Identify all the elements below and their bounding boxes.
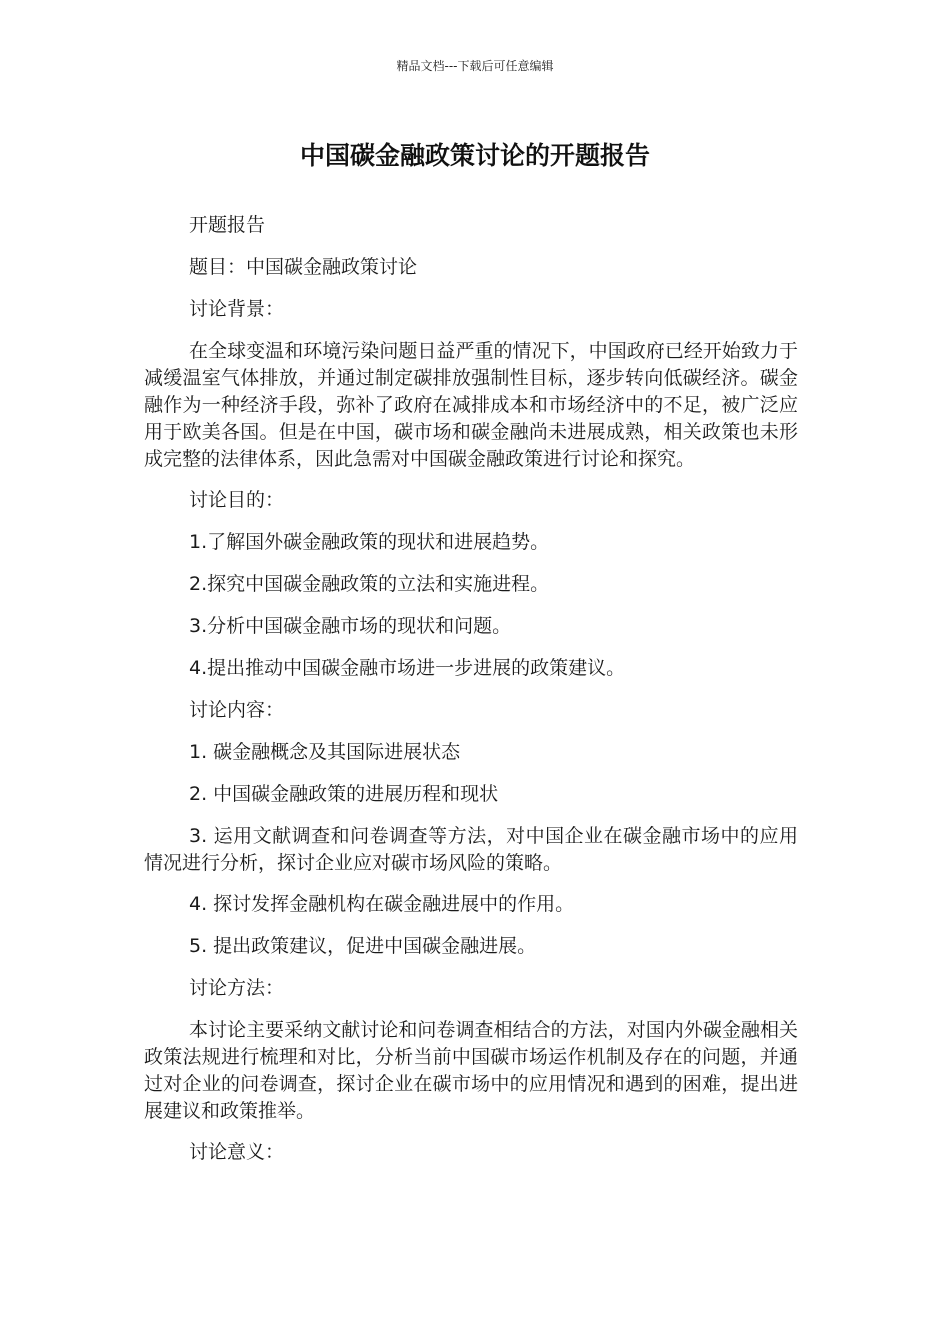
paragraph-method: 本讨论主要采纳文献讨论和问卷调查相结合的方法，对国内外碳金融相关政策法规进行梳理和对比，分析当前中国碳市场运作机制及存在的问题，并通过对企业的问卷调查，探讨企业在碳市场中的应用情况和遇到的困难，提出进展建议和政策推举。 — [144, 1019, 798, 1122]
document-title: 中国碳金融政策讨论的开题报告 — [299, 141, 650, 170]
section-heading-background: 讨论背景： — [189, 298, 285, 320]
list-item: 2. 中国碳金融政策的进展历程和现状 — [189, 783, 499, 805]
section-heading-content: 讨论内容： — [189, 699, 285, 721]
document-body — [144, 212, 798, 1181]
list-item: 4.提出推动中国碳金融市场进一步进展的政策建议。 — [189, 657, 626, 679]
list-item: 1.了解国外碳金融政策的现状和进展趋势。 — [189, 531, 550, 553]
list-item: 1. 碳金融概念及其国际进展状态 — [189, 741, 461, 763]
paragraph-topic: 题目：中国碳金融政策讨论 — [189, 256, 418, 278]
paragraph-background: 在全球变温和环境污染问题日益严重的情况下，中国政府已经开始致力于减缓温室气体排放，并通过制定碳排放强制性目标，逐步转向低碳经济。碳金融作为一种经济手段，弥补了政府在减排成本和市场经济中的不足，被广泛应用于欧美各国。但是在中国，碳市场和碳金融尚未进展成熟，相关政策也未形成完整的法律体系，因此急需对中国碳金融政策进行讨论和探究。 — [144, 340, 798, 470]
header-note: 精品文档---下载后可任意编辑 — [396, 59, 554, 73]
paragraph-heading-report: 开题报告 — [189, 214, 266, 236]
section-heading-significance: 讨论意义： — [189, 1141, 285, 1163]
section-heading-purpose: 讨论目的： — [189, 489, 285, 511]
list-item: 3.分析中国碳金融市场的现状和问题。 — [189, 615, 512, 637]
list-item: 4. 探讨发挥金融机构在碳金融进展中的作用。 — [189, 893, 575, 915]
list-item: 5. 提出政策建议，促进中国碳金融进展。 — [189, 935, 537, 957]
list-item: 2.探究中国碳金融政策的立法和实施进程。 — [189, 573, 550, 595]
section-heading-method: 讨论方法： — [189, 977, 285, 999]
list-item: 3. 运用文献调查和问卷调查等方法，对中国企业在碳金融市场中的应用情况进行分析，探讨企业应对碳市场风险的策略。 — [144, 825, 798, 874]
